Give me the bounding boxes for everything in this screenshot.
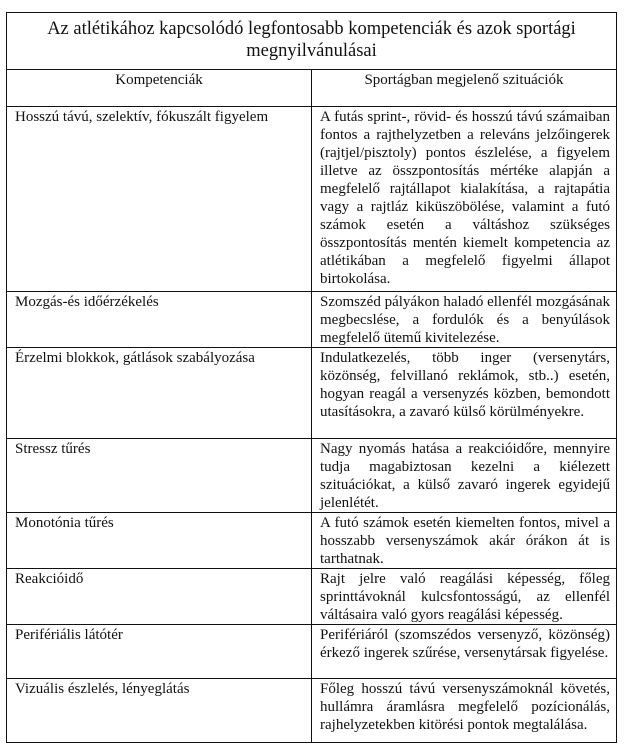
situation-cell: A futás sprint-, rövid- és hosszú távú számaiban fontos a rajthelyzetben a releváns jelzőingerek (rajtjel/pisztoly) pontos észlelése, a figyelem illetve az összpontosítás mértéke alapján a megfelelő rajtállapot kialakítása, a rajtapátia vagy a rajtláz kiküszöbölése, valamint a futó számok esetén a váltáshoz szükséges összpontosítás mentén kiemelt kompetencia az atlétikában a megfelelő figyelmi állapot birtokolása.	[312, 107, 617, 292]
column-header-situations: Sportágban megjelenő szituációk	[312, 70, 617, 107]
situation-cell: A futó számok esetén kiemelten fontos, mivel a hosszabb versenyszámok akár órákon át is tarthatnak.	[312, 513, 617, 569]
table-title: Az atlétikához kapcsolódó legfontosabb kompetenciák és azok sportági megnyilvánulásai	[7, 13, 617, 70]
column-header-competencies: Kompetenciák	[7, 70, 312, 107]
table-row	[7, 107, 617, 292]
table-row	[7, 292, 617, 348]
table-row	[7, 439, 617, 513]
table-row	[7, 513, 617, 569]
competency-cell: Stressz tűrés	[7, 439, 312, 513]
competency-cell: Hosszú távú, szelektív, fókuszált figyelem	[7, 107, 312, 292]
title-row	[7, 13, 617, 70]
table-row	[7, 348, 617, 439]
competency-cell: Monotónia tűrés	[7, 513, 312, 569]
competency-cell: Érzelmi blokkok, gátlások szabályozása	[7, 348, 312, 439]
competency-cell: Mozgás-és időérzékelés	[7, 292, 312, 348]
table-row	[7, 569, 617, 625]
competency-cell: Reakcióidő	[7, 569, 312, 625]
situation-cell: Perifériáról (szomszédos versenyző, közönség) érkező ingerek szűrése, versenytársak figyelése.	[312, 625, 617, 679]
table-row	[7, 679, 617, 743]
situation-cell: Rajt jelre való reagálási képesség, főleg sprinttávoknál kulcsfontosságú, az ellenfél váltásaira való gyors reagálási képesség.	[312, 569, 617, 625]
header-row	[7, 70, 617, 107]
competency-table	[6, 12, 617, 743]
situation-cell: Főleg hosszú távú versenyszámoknál követés, hullámra áramlásra megfelelő pozícionálás, rajhelyzetekben kitörési pontok megtalálása.	[312, 679, 617, 743]
situation-cell: Szomszéd pályákon haladó ellenfél mozgásának megbecslése, a fordulók és a benyúlások megfelelő ütemű kivitelezése.	[312, 292, 617, 348]
table-row	[7, 625, 617, 679]
competency-cell: Perifériális látótér	[7, 625, 312, 679]
situation-cell: Nagy nyomás hatása a reakcióidőre, mennyire tudja magabiztosan kezelni a kiélezett szituációkat, a külső zavaró ingerek egyidejű jelenlétét.	[312, 439, 617, 513]
situation-cell: Indulatkezelés, több inger (versenytárs, közönség, felvillanó reklámok, stb..) esetén, hogyan reagál a versenyzés közben, bemondott utasításokra, a zavaró külső körülményekre.	[312, 348, 617, 439]
competency-cell: Vizuális észlelés, lényeglátás	[7, 679, 312, 743]
